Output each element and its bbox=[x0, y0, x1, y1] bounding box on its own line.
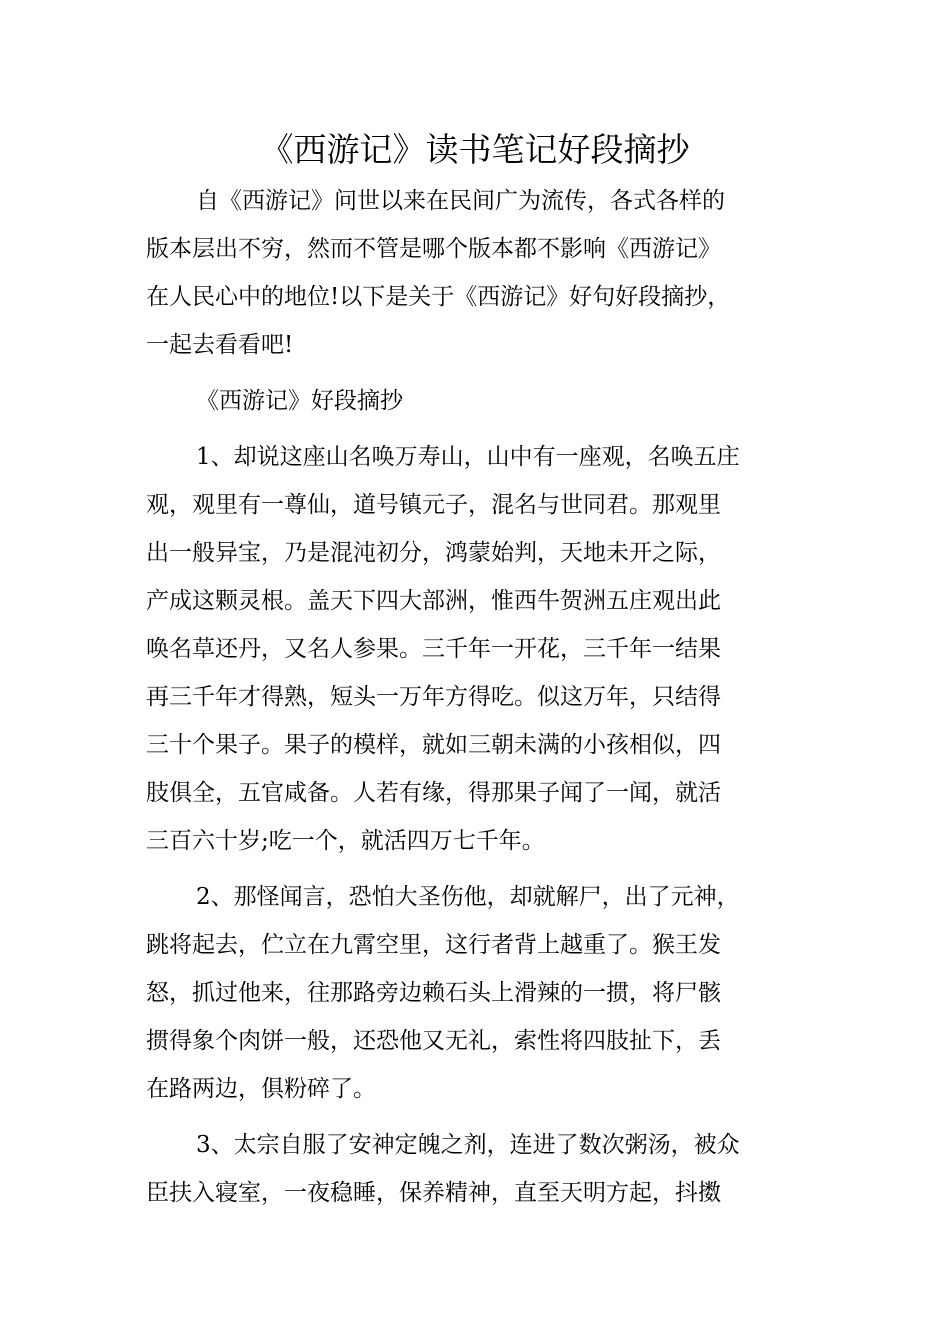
text-line: 再三千年才得熟，短头一万年方得吃。似这万年，只结得 bbox=[146, 684, 721, 710]
text-line: 3、太宗自服了安神定魄之剂，连进了数次粥汤，被众 bbox=[196, 1132, 740, 1158]
text-line: 三十个果子。果子的模样，就如三朝未满的小孩相似，四 bbox=[146, 732, 721, 758]
text-line: 1、却说这座山名唤万寿山，山中有一座观，名唤五庄 bbox=[196, 444, 740, 470]
intro-paragraph bbox=[146, 177, 808, 369]
text-line: 在人民心中的地位!以下是关于《西游记》好句好段摘抄， bbox=[146, 284, 731, 310]
text-line: 怒，抓过他来，往那路旁边赖石头上滑辣的一掼，将尸骸 bbox=[146, 980, 721, 1006]
text-line: 跳将起去，伫立在九霄空里，这行者背上越重了。猴王发 bbox=[146, 932, 721, 958]
paragraph-1 bbox=[146, 433, 808, 865]
paragraph-gap bbox=[146, 369, 808, 377]
text-line: 三百六十岁;吃一个，就活四万七千年。 bbox=[146, 828, 545, 854]
text-line: 掼得象个肉饼一般，还恐他又无礼，索性将四肢扯下，丢 bbox=[146, 1028, 721, 1054]
document-title: 《西游记》读书笔记好段摘抄 bbox=[260, 130, 690, 169]
section-heading-paragraph bbox=[146, 377, 808, 425]
paragraph-2 bbox=[146, 873, 808, 1113]
section-heading: 《西游记》好段摘抄 bbox=[196, 388, 403, 414]
text-line: 唤名草还丹，又名人参果。三千年一开花，三千年一结果 bbox=[146, 636, 721, 662]
text-line: 2、那怪闻言，恐怕大圣伤他，却就解尸，出了元神， bbox=[196, 884, 740, 910]
document-body bbox=[146, 177, 808, 1217]
text-line: 观，观里有一尊仙，道号镇元子，混名与世同君。那观里 bbox=[146, 492, 721, 518]
text-line: 自《西游记》问世以来在民间广为流传，各式各样的 bbox=[196, 188, 725, 214]
text-line: 一起去看看吧! bbox=[146, 332, 294, 358]
text-line: 肢俱全，五官咸备。人若有缘，得那果子闻了一闻，就活 bbox=[146, 780, 721, 806]
text-line: 臣扶入寝室，一夜稳睡，保养精神，直至天明方起，抖擞 bbox=[146, 1180, 721, 1206]
paragraph-3 bbox=[146, 1121, 808, 1217]
paragraph-gap bbox=[146, 865, 808, 873]
text-line: 出一般异宝，乃是混沌初分，鸿蒙始判，天地未开之际， bbox=[146, 540, 721, 566]
text-line: 版本层出不穷，然而不管是哪个版本都不影响《西游记》 bbox=[146, 236, 721, 262]
paragraph-gap bbox=[146, 1113, 808, 1121]
paragraph-gap bbox=[146, 425, 808, 433]
text-line: 在路两边，俱粉碎了。 bbox=[146, 1076, 376, 1102]
text-line: 产成这颗灵根。盖天下四大部洲，惟西牛贺洲五庄观出此 bbox=[146, 588, 721, 614]
